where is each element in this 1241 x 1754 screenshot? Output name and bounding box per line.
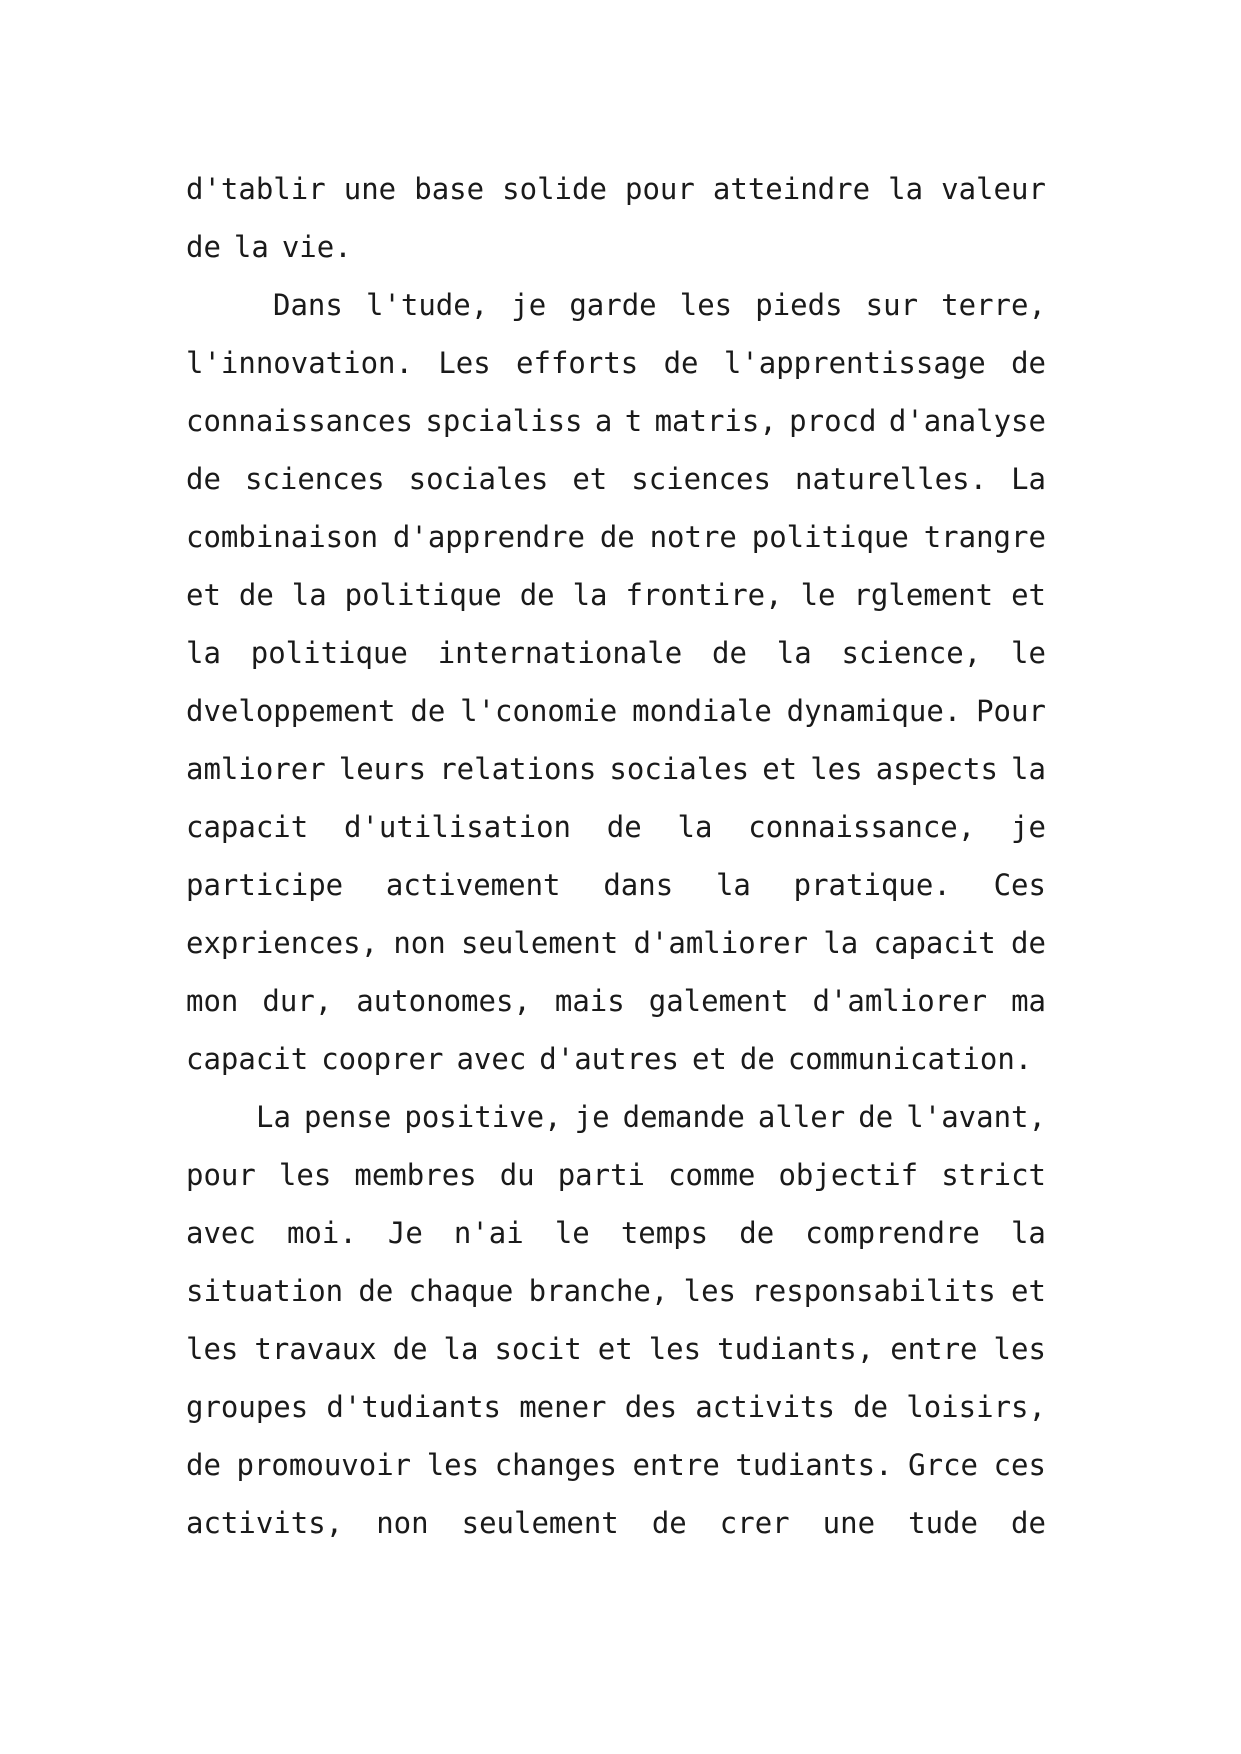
word: t bbox=[624, 404, 643, 438]
word: cooprer bbox=[321, 1042, 444, 1076]
text-line bbox=[186, 334, 1046, 392]
word: l'conomie bbox=[460, 694, 618, 728]
word: internationale bbox=[437, 636, 683, 670]
word: aspects bbox=[875, 752, 998, 786]
word: une bbox=[822, 1506, 876, 1540]
text-line bbox=[186, 972, 1046, 1030]
word: seulement bbox=[461, 1506, 619, 1540]
word: socit bbox=[494, 1332, 582, 1366]
word: tude bbox=[908, 1506, 978, 1540]
text-line bbox=[186, 1320, 1046, 1378]
word: trangre bbox=[923, 520, 1046, 554]
word: les bbox=[186, 1332, 239, 1366]
word: l'avant, bbox=[906, 1100, 1046, 1134]
word: travaux bbox=[254, 1332, 377, 1366]
word: avec bbox=[456, 1042, 527, 1076]
word: connaissances bbox=[186, 404, 413, 438]
text-line bbox=[186, 1494, 1046, 1552]
word: pratique. bbox=[793, 868, 951, 902]
word: de bbox=[739, 1042, 775, 1076]
word: combinaison bbox=[186, 520, 379, 554]
word: mais bbox=[554, 984, 625, 1018]
word: promouvoir bbox=[236, 1448, 412, 1482]
text-line bbox=[186, 566, 1046, 624]
word: les bbox=[426, 1448, 480, 1482]
word: de bbox=[853, 1390, 889, 1424]
word: de bbox=[410, 694, 446, 728]
word: efforts bbox=[516, 346, 639, 380]
word: dveloppement bbox=[186, 694, 396, 728]
word: le bbox=[554, 1216, 590, 1250]
word: la bbox=[443, 1332, 479, 1366]
word: groupes bbox=[186, 1390, 309, 1424]
word: de bbox=[858, 1100, 894, 1134]
word: sciences bbox=[244, 462, 385, 496]
word: capacit bbox=[186, 1042, 309, 1076]
word: pour bbox=[186, 1158, 256, 1192]
word: Pour bbox=[976, 694, 1046, 728]
text-line bbox=[186, 914, 1046, 972]
word: Grce bbox=[908, 1448, 978, 1482]
word: et bbox=[1011, 578, 1046, 612]
word: mondiale bbox=[632, 694, 772, 728]
text-line bbox=[186, 508, 1046, 566]
text-line bbox=[186, 1146, 1046, 1204]
word: comprendre bbox=[805, 1216, 980, 1250]
word: d'tudiants bbox=[326, 1390, 502, 1424]
word: loisirs, bbox=[906, 1390, 1046, 1424]
word: les bbox=[810, 752, 863, 786]
word: de bbox=[392, 1332, 428, 1366]
word: la bbox=[823, 926, 859, 960]
text-line bbox=[186, 1204, 1046, 1262]
word: sciences bbox=[631, 462, 771, 496]
word: non bbox=[376, 1506, 429, 1540]
word: et bbox=[186, 578, 221, 612]
text-line bbox=[186, 392, 1046, 450]
word: la bbox=[1011, 752, 1046, 786]
word: Les bbox=[438, 346, 491, 380]
word: je bbox=[511, 288, 547, 322]
word: demande bbox=[622, 1100, 745, 1134]
word: frontire, bbox=[625, 578, 783, 612]
word: avec bbox=[186, 1216, 256, 1250]
word: et bbox=[597, 1332, 633, 1366]
word: la bbox=[677, 810, 713, 844]
word: et bbox=[572, 462, 608, 496]
text-line bbox=[186, 1378, 1046, 1436]
word: mener bbox=[519, 1390, 607, 1424]
word: les bbox=[278, 1158, 332, 1192]
word: moi. bbox=[286, 1216, 357, 1250]
word: entre bbox=[632, 1448, 720, 1482]
word: et bbox=[762, 752, 798, 786]
text-line bbox=[186, 450, 1046, 508]
text-line bbox=[186, 160, 1046, 218]
word: les bbox=[683, 1274, 737, 1308]
text-line bbox=[186, 798, 1046, 856]
word: de bbox=[1011, 346, 1046, 380]
word: politique bbox=[751, 520, 909, 554]
word: objectif bbox=[778, 1158, 919, 1192]
paragraph bbox=[186, 1088, 1046, 1552]
word: tudiants, bbox=[717, 1332, 875, 1366]
word: participe bbox=[186, 868, 344, 902]
word: notre bbox=[649, 520, 737, 554]
word: branche, bbox=[528, 1274, 669, 1308]
paragraph bbox=[186, 160, 1046, 276]
word: valeur bbox=[941, 172, 1046, 206]
word: la bbox=[715, 868, 751, 902]
word: de bbox=[1011, 926, 1046, 960]
text-line bbox=[186, 624, 1046, 682]
word: politique bbox=[344, 578, 502, 612]
word: comme bbox=[668, 1158, 756, 1192]
word: aller bbox=[757, 1100, 846, 1134]
word: de bbox=[711, 636, 747, 670]
word: leurs bbox=[338, 752, 427, 786]
word: base bbox=[414, 172, 485, 206]
word: pense bbox=[304, 1100, 392, 1134]
word: le bbox=[800, 578, 836, 612]
word: expriences, bbox=[186, 926, 379, 960]
word: et bbox=[691, 1042, 727, 1076]
word: atteindre bbox=[712, 172, 871, 206]
word: la bbox=[572, 578, 608, 612]
word: rglement bbox=[853, 578, 994, 612]
word: activits bbox=[695, 1390, 835, 1424]
word: vie. bbox=[281, 230, 352, 264]
word: politique bbox=[250, 636, 408, 670]
word: l'tude, bbox=[365, 288, 489, 322]
word: du bbox=[499, 1158, 535, 1192]
word: de bbox=[186, 230, 221, 264]
word: la bbox=[291, 578, 327, 612]
word: naturelles. bbox=[794, 462, 988, 496]
word: spcialiss bbox=[425, 404, 583, 438]
word: responsabilits bbox=[751, 1274, 996, 1308]
word: Je bbox=[387, 1216, 423, 1250]
word: dans bbox=[603, 868, 674, 902]
word: sociales bbox=[408, 462, 549, 496]
text-line bbox=[186, 740, 1046, 798]
word: la bbox=[1010, 1216, 1046, 1250]
word: de bbox=[1011, 1506, 1046, 1540]
word: une bbox=[343, 172, 397, 206]
word: de bbox=[238, 578, 274, 612]
word: capacit bbox=[873, 926, 996, 960]
word: de bbox=[606, 810, 642, 844]
word: l'innovation. bbox=[186, 346, 413, 380]
text-line bbox=[186, 1030, 1046, 1088]
word: galement bbox=[648, 984, 789, 1018]
word: temps bbox=[620, 1216, 709, 1250]
word: d'autres bbox=[539, 1042, 679, 1076]
word: pour bbox=[625, 172, 695, 206]
word: et bbox=[1011, 1274, 1046, 1308]
word: crer bbox=[719, 1506, 790, 1540]
word: matris, bbox=[654, 404, 777, 438]
word: l'apprentissage bbox=[723, 346, 986, 380]
word: capacit bbox=[186, 810, 309, 844]
text-line bbox=[186, 1262, 1046, 1320]
text-line bbox=[186, 1088, 1046, 1146]
word: n'ai bbox=[453, 1216, 524, 1250]
word: ma bbox=[1011, 984, 1046, 1018]
word: de bbox=[651, 1506, 687, 1540]
word: seulement bbox=[461, 926, 619, 960]
word: je bbox=[1011, 810, 1046, 844]
word: Dans bbox=[273, 288, 343, 322]
word: procd bbox=[789, 404, 877, 438]
word: a bbox=[594, 404, 613, 438]
word: pieds bbox=[755, 288, 843, 322]
word: sociales bbox=[609, 752, 750, 786]
word: le bbox=[1011, 636, 1046, 670]
word: entre bbox=[890, 1332, 978, 1366]
word: de bbox=[186, 1448, 221, 1482]
word: amliorer bbox=[186, 752, 326, 786]
word: les bbox=[679, 288, 733, 322]
text-line bbox=[186, 276, 1046, 334]
word: solide bbox=[502, 172, 607, 206]
text-line bbox=[186, 682, 1046, 740]
word: garde bbox=[569, 288, 657, 322]
word: d'amliorer bbox=[812, 984, 988, 1018]
word: La bbox=[256, 1100, 291, 1134]
word: la bbox=[776, 636, 812, 670]
word: strict bbox=[941, 1158, 1046, 1192]
word: relations bbox=[439, 752, 597, 786]
word: de bbox=[663, 346, 699, 380]
word: des bbox=[624, 1390, 678, 1424]
word: la bbox=[888, 172, 924, 206]
word: parti bbox=[557, 1158, 645, 1192]
word: sur bbox=[865, 288, 919, 322]
word: d'amliorer bbox=[633, 926, 809, 960]
word: activement bbox=[385, 868, 561, 902]
text-line bbox=[186, 856, 1046, 914]
word: autonomes, bbox=[356, 984, 531, 1018]
word: dur, bbox=[262, 984, 333, 1018]
text-line bbox=[186, 1436, 1046, 1494]
word: positive, bbox=[404, 1100, 562, 1134]
word: tudiants. bbox=[735, 1448, 893, 1482]
word: chaque bbox=[408, 1274, 514, 1308]
word: la bbox=[186, 636, 221, 670]
word: d'apprendre bbox=[392, 520, 585, 554]
word: d'tablir bbox=[186, 172, 326, 206]
word: de bbox=[358, 1274, 394, 1308]
word: de bbox=[519, 578, 555, 612]
word: non bbox=[393, 926, 446, 960]
text-line bbox=[186, 218, 1046, 276]
word: d'analyse bbox=[888, 404, 1046, 438]
word: membres bbox=[354, 1158, 477, 1192]
word: mon bbox=[186, 984, 239, 1018]
word: la bbox=[233, 230, 269, 264]
word: La bbox=[1011, 462, 1046, 496]
word: communication. bbox=[787, 1042, 1033, 1076]
word: je bbox=[574, 1100, 610, 1134]
word: de bbox=[186, 462, 221, 496]
word: les bbox=[648, 1332, 702, 1366]
word: changes bbox=[494, 1448, 617, 1482]
word: de bbox=[739, 1216, 775, 1250]
word: dynamique. bbox=[786, 694, 962, 728]
word: connaissance, bbox=[748, 810, 976, 844]
word: situation bbox=[186, 1274, 344, 1308]
word: d'utilisation bbox=[344, 810, 571, 844]
word: de bbox=[599, 520, 635, 554]
paragraph bbox=[186, 276, 1046, 1088]
word: Ces bbox=[993, 868, 1046, 902]
word: activits, bbox=[186, 1506, 344, 1540]
word: science, bbox=[841, 636, 982, 670]
word: ces bbox=[993, 1448, 1046, 1482]
word: terre, bbox=[941, 288, 1046, 322]
body-text bbox=[186, 160, 1046, 1552]
word: les bbox=[993, 1332, 1046, 1366]
